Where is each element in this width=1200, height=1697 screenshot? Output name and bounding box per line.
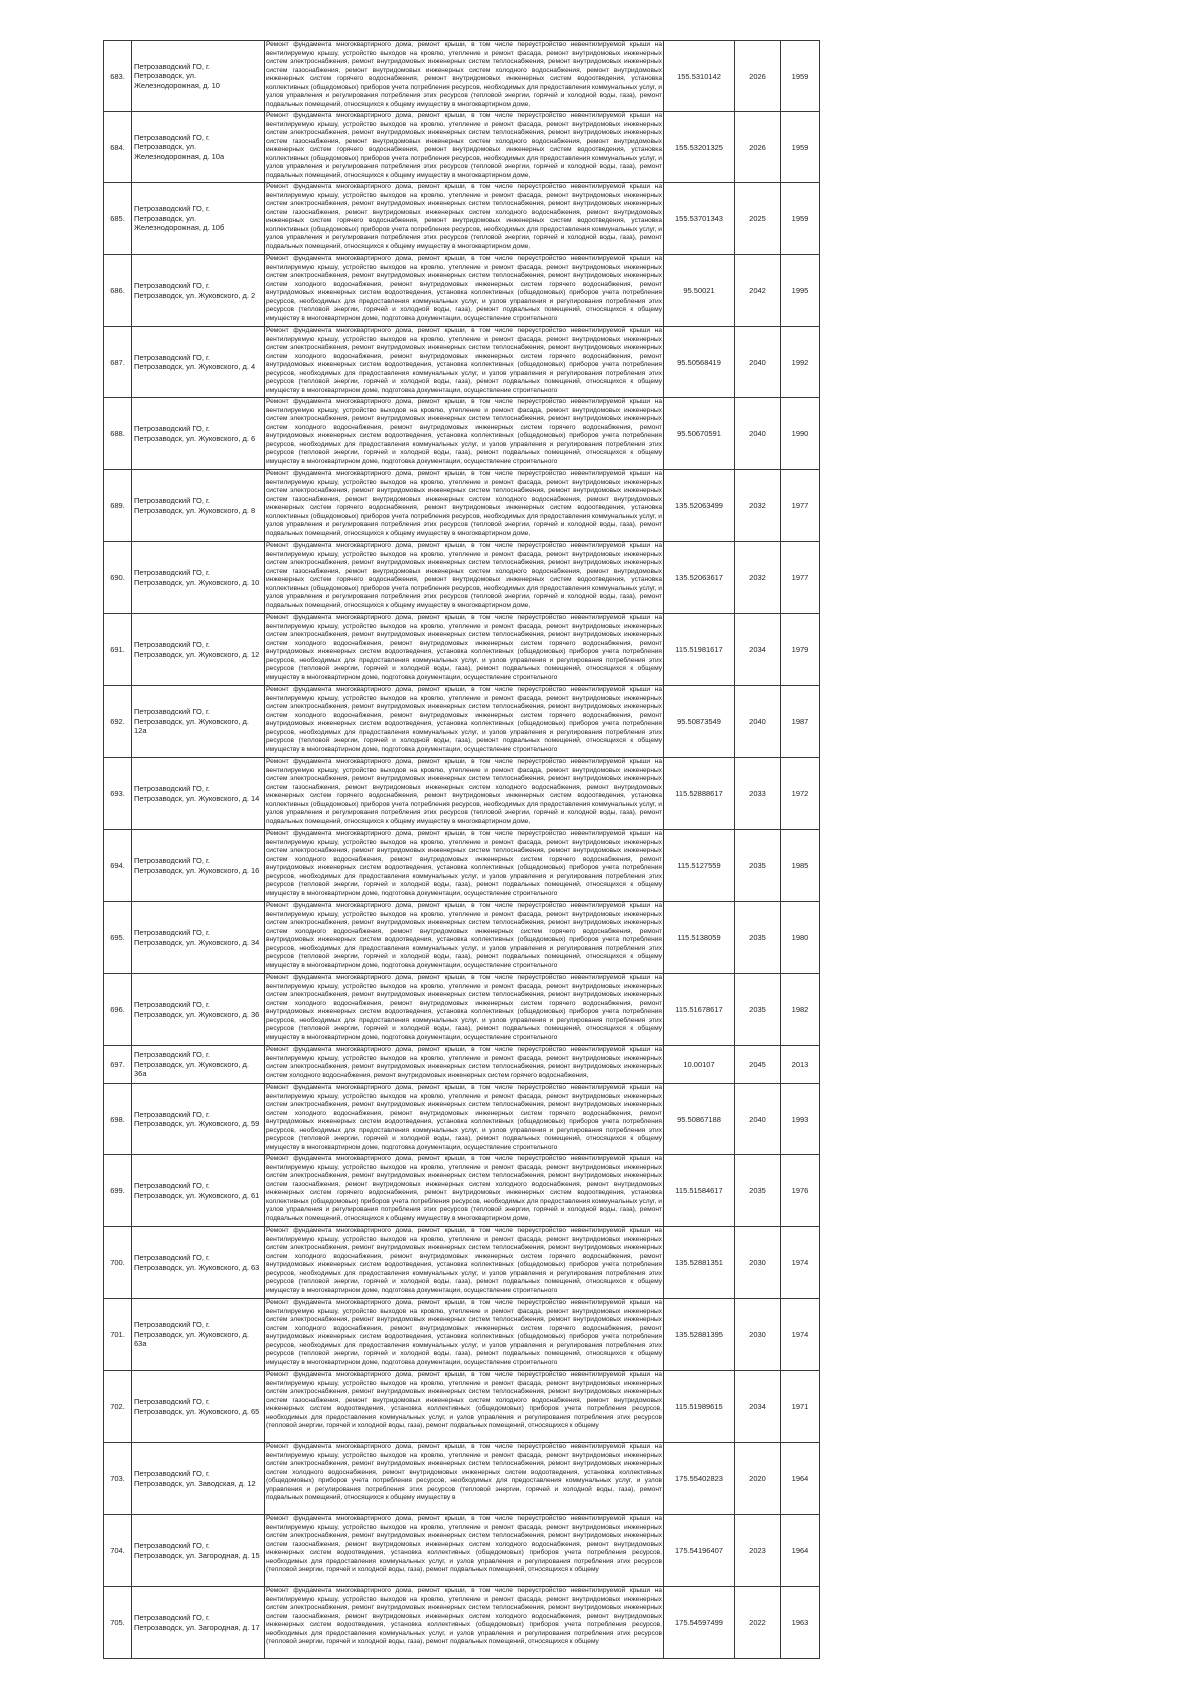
- works-text: Ремонт фундамента многоквартирного дома, ремонт крыши, в том числе переустройство невентилируемой крыши на вентилируемую крышу, устройство выходов на кровлю, утепление и ремонт фасада, ремонт внутридомовых инженерных систем электроснабжения, ремонт внутридомовых инженерных систем теплоснабжения, ремонт внутридомовых инженерных систем холодного водоснабжения, ремонт внутридомовых инженерных систем горячего водоснабжения, ремонт внутридомовых инженерных систем водоотведения, установка коллективных (общедомовых) приборов учета потребления ресурсов, необходимых для предоставления коммунальных услуг, и узлов управления и регулирования потребления этих ресурсов (тепловой энергии, горячей и холодной воды, газа), ремонт подвальных помещений, относящихся к общему имуществу в многоквартирном доме, подготовка документации, осуществление строительного: [266, 614, 662, 681]
- table-row: [104, 327, 820, 398]
- row-number-cell: 702.: [104, 1371, 132, 1443]
- table-row: [104, 686, 820, 758]
- works-text: Ремонт фундамента многоквартирного дома, ремонт крыши, в том числе переустройство невентилируемой крыши на вентилируемую крышу, устройство выходов на кровлю, утепление и ремонт фасада, ремонт внутридомовых инженерных систем электроснабжения, ремонт внутридомовых инженерных систем теплоснабжения, ремонт внутридомовых инженерных систем холодного водоснабжения, ремонт внутридомовых инженерных систем горячего водоснабжения, ремонт внутридомовых инженерных систем водоотведения, установка коллективных (общедомовых) приборов учета потребления ресурсов, необходимых для предоставления коммунальных услуг, и узлов управления и регулирования потребления этих ресурсов (тепловой энергии, горячей и холодной воды, газа), ремонт подвальных помещений, относящихся к общему имуществу в многоквартирном доме, подготовка документации, осуществление строительного: [266, 902, 662, 969]
- cost-cell: 155.53701343: [664, 183, 735, 255]
- planned-year-cell: 2040: [735, 398, 781, 470]
- address-cell: Петрозаводский ГО, г. Петрозаводск, ул. Жуковского, д. 12а: [132, 686, 265, 758]
- row-number-cell: 684.: [104, 112, 132, 183]
- row-number-cell: 685.: [104, 183, 132, 255]
- works-text: Ремонт фундамента многоквартирного дома, ремонт крыши, в том числе переустройство невентилируемой крыши на вентилируемую крышу, устройство выходов на кровлю, утепление и ремонт фасада, ремонт внутридомовых инженерных систем электроснабжения, ремонт внутридомовых инженерных систем теплоснабжения, ремонт внутридомовых инженерных систем газоснабжения, ремонт внутридомовых инженерных систем холодного водоснабжения, ремонт внутридомовых инженерных систем горячего водоснабжения, ремонт внутридомовых инженерных систем водоотведения, установка коллективных (общедомовых) приборов учета потребления ресурсов, необходимых для предоставления коммунальных услуг, и узлов управления и регулирования потребления этих ресурсов (тепловой энергии, горячей и холодной воды, газа), ремонт подвальных помещений, относящихся к общему имуществу в многоквартирном доме,: [266, 183, 662, 250]
- row-number-cell: 686.: [104, 255, 132, 327]
- row-number-cell: 689.: [104, 470, 132, 542]
- works-cell: [265, 1046, 664, 1084]
- works-text: Ремонт фундамента многоквартирного дома, ремонт крыши, в том числе переустройство невентилируемой крыши на вентилируемую крышу, устройство выходов на кровлю, утепление и ремонт фасада, ремонт внутридомовых инженерных систем электроснабжения, ремонт внутридомовых инженерных систем теплоснабжения, ремонт внутридомовых инженерных систем газоснабжения, ремонт внутридомовых инженерных систем холодного водоснабжения, ремонт внутридомовых инженерных систем горячего водоснабжения, ремонт внутридомовых инженерных систем водоотведения, установка коллективных (общедомовых) приборов учета потребления ресурсов, необходимых для предоставления коммунальных услуг, и узлов управления и регулирования потребления этих ресурсов (тепловой энергии, горячей и холодной воды, газа), ремонт подвальных помещений, относящихся к общему имуществу в многоквартирном доме,: [266, 1155, 662, 1222]
- works-cell: [265, 758, 664, 830]
- address-cell: Петрозаводский ГО, г. Петрозаводск, ул. Железнодорожная, д. 10б: [132, 183, 265, 255]
- works-cell: [265, 1587, 664, 1659]
- table-row: [104, 902, 820, 974]
- cost-cell: 115.52888617: [664, 758, 735, 830]
- planned-year-cell: 2034: [735, 614, 781, 686]
- planned-year-cell: 2023: [735, 1515, 781, 1587]
- cost-cell: 115.5138059: [664, 902, 735, 974]
- build-year-cell: 1977: [781, 470, 820, 542]
- address-cell: Петрозаводский ГО, г. Петрозаводск, ул. Жуковского, д. 36а: [132, 1046, 265, 1084]
- table-row: [104, 470, 820, 542]
- works-cell: [265, 686, 664, 758]
- build-year-cell: 1995: [781, 255, 820, 327]
- build-year-cell: 1959: [781, 183, 820, 255]
- works-text: Ремонт фундамента многоквартирного дома, ремонт крыши, в том числе переустройство невентилируемой крыши на вентилируемую крышу, устройство выходов на кровлю, утепление и ремонт фасада, ремонт внутридомовых инженерных систем электроснабжения, ремонт внутридомовых инженерных систем теплоснабжения, ремонт внутридомовых инженерных систем холодного водоснабжения, ремонт внутридомовых инженерных систем горячего водоснабжения,: [266, 1046, 662, 1079]
- row-number-cell: 701.: [104, 1299, 132, 1371]
- address-cell: Петрозаводский ГО, г. Петрозаводск, ул. Железнодорожная, д. 10а: [132, 112, 265, 183]
- works-cell: [265, 327, 664, 398]
- cost-cell: 135.52881351: [664, 1227, 735, 1299]
- build-year-cell: 1963: [781, 1587, 820, 1659]
- cost-cell: 135.52063617: [664, 542, 735, 614]
- planned-year-cell: 2030: [735, 1299, 781, 1371]
- address-cell: Петрозаводский ГО, г. Петрозаводск, ул. Жуковского, д. 8: [132, 470, 265, 542]
- build-year-cell: 1971: [781, 1371, 820, 1443]
- build-year-cell: 1972: [781, 758, 820, 830]
- table-row: [104, 1046, 820, 1084]
- table-body: [104, 41, 820, 1659]
- works-text: Ремонт фундамента многоквартирного дома, ремонт крыши, в том числе переустройство невентилируемой крыши на вентилируемую крышу, устройство выходов на кровлю, утепление и ремонт фасада, ремонт внутридомовых инженерных систем электроснабжения, ремонт внутридомовых инженерных систем теплоснабжения, ремонт внутридомовых инженерных систем газоснабжения, ремонт внутридомовых инженерных систем холодного водоснабжения, ремонт внутридомовых инженерных систем водоотведения, установка коллективных (общедомовых) приборов учета потребления ресурсов, необходимых для предоставления коммунальных услуг, и узлов управления и регулирования потребления этих ресурсов (тепловой энергии, горячей и холодной воды, газа), ремонт подвальных помещений, относящихся к общему: [266, 1371, 662, 1430]
- planned-year-cell: 2026: [735, 112, 781, 183]
- works-cell: [265, 41, 664, 112]
- build-year-cell: 1977: [781, 542, 820, 614]
- planned-year-cell: 2025: [735, 183, 781, 255]
- address-cell: Петрозаводский ГО, г. Петрозаводск, ул. Жуковского, д. 59: [132, 1084, 265, 1155]
- works-cell: [265, 614, 664, 686]
- row-number-cell: 696.: [104, 974, 132, 1046]
- build-year-cell: 1987: [781, 686, 820, 758]
- row-number-cell: 683.: [104, 41, 132, 112]
- address-cell: Петрозаводский ГО, г. Петрозаводск, ул. Железнодорожная, д. 10: [132, 41, 265, 112]
- build-year-cell: 1992: [781, 327, 820, 398]
- row-number-cell: 700.: [104, 1227, 132, 1299]
- planned-year-cell: 2042: [735, 255, 781, 327]
- address-cell: Петрозаводский ГО, г. Петрозаводск, ул. Жуковского, д. 14: [132, 758, 265, 830]
- planned-year-cell: 2030: [735, 1227, 781, 1299]
- planned-year-cell: 2040: [735, 686, 781, 758]
- works-text: Ремонт фундамента многоквартирного дома, ремонт крыши, в том числе переустройство невентилируемой крыши на вентилируемую крышу, устройство выходов на кровлю, утепление и ремонт фасада, ремонт внутридомовых инженерных систем электроснабжения, ремонт внутридомовых инженерных систем теплоснабжения, ремонт внутридомовых инженерных систем газоснабжения, ремонт внутридомовых инженерных систем холодного водоснабжения, ремонт внутридомовых инженерных систем горячего водоснабжения, ремонт внутридомовых инженерных систем водоотведения, установка коллективных (общедомовых) приборов учета потребления ресурсов, необходимых для предоставления коммунальных услуг, и узлов управления и регулирования потребления этих ресурсов (тепловой энергии, горячей и холодной воды, газа), ремонт подвальных помещений, относящихся к общему имуществу в многоквартирном доме,: [266, 542, 662, 609]
- row-number-cell: 695.: [104, 902, 132, 974]
- address-cell: Петрозаводский ГО, г. Петрозаводск, ул. Жуковского, д. 2: [132, 255, 265, 327]
- build-year-cell: 1976: [781, 1155, 820, 1227]
- works-text: Ремонт фундамента многоквартирного дома, ремонт крыши, в том числе переустройство невентилируемой крыши на вентилируемую крышу, устройство выходов на кровлю, утепление и ремонт фасада, ремонт внутридомовых инженерных систем электроснабжения, ремонт внутридомовых инженерных систем теплоснабжения, ремонт внутридомовых инженерных систем холодного водоснабжения, ремонт внутридомовых инженерных систем горячего водоснабжения, ремонт внутридомовых инженерных систем водоотведения, установка коллективных (общедомовых) приборов учета потребления ресурсов, необходимых для предоставления коммунальных услуг, и узлов управления и регулирования потребления этих ресурсов (тепловой энергии, горячей и холодной воды, газа), ремонт подвальных помещений, относящихся к общему имуществу в многоквартирном доме, подготовка документации, осуществление строительного: [266, 974, 662, 1041]
- table-row: [104, 1299, 820, 1371]
- row-number-cell: 705.: [104, 1587, 132, 1659]
- planned-year-cell: 2032: [735, 542, 781, 614]
- table-row: [104, 1155, 820, 1227]
- planned-year-cell: 2033: [735, 758, 781, 830]
- table-row: [104, 1084, 820, 1155]
- planned-year-cell: 2035: [735, 974, 781, 1046]
- works-text: Ремонт фундамента многоквартирного дома, ремонт крыши, в том числе переустройство невентилируемой крыши на вентилируемую крышу, устройство выходов на кровлю, утепление и ремонт фасада, ремонт внутридомовых инженерных систем электроснабжения, ремонт внутридомовых инженерных систем теплоснабжения, ремонт внутридомовых инженерных систем газоснабжения, ремонт внутридомовых инженерных систем холодного водоснабжения, ремонт внутридомовых инженерных систем водоотведения, установка коллективных (общедомовых) приборов учета потребления ресурсов, необходимых для предоставления коммунальных услуг, и узлов управления и регулирования потребления этих ресурсов (тепловой энергии, горячей и холодной воды, газа), ремонт подвальных помещений, относящихся к общему: [266, 1587, 662, 1646]
- row-number-cell: 698.: [104, 1084, 132, 1155]
- cost-cell: 115.51981617: [664, 614, 735, 686]
- table-row: [104, 1443, 820, 1515]
- address-cell: Петрозаводский ГО, г. Петрозаводск, ул. Жуковского, д. 10: [132, 542, 265, 614]
- build-year-cell: 1974: [781, 1299, 820, 1371]
- row-number-cell: 692.: [104, 686, 132, 758]
- table-row: [104, 830, 820, 902]
- table-row: [104, 1587, 820, 1659]
- build-year-cell: 1982: [781, 974, 820, 1046]
- row-number-cell: 688.: [104, 398, 132, 470]
- works-cell: [265, 542, 664, 614]
- works-text: Ремонт фундамента многоквартирного дома, ремонт крыши, в том числе переустройство невентилируемой крыши на вентилируемую крышу, устройство выходов на кровлю, утепление и ремонт фасада, ремонт внутридомовых инженерных систем электроснабжения, ремонт внутридомовых инженерных систем теплоснабжения, ремонт внутридомовых инженерных систем газоснабжения, ремонт внутридомовых инженерных систем холодного водоснабжения, ремонт внутридомовых инженерных систем горячего водоснабжения, ремонт внутридомовых инженерных систем водоотведения, установка коллективных (общедомовых) приборов учета потребления ресурсов, необходимых для предоставления коммунальных услуг, и узлов управления и регулирования потребления этих ресурсов (тепловой энергии, горячей и холодной воды, газа), ремонт подвальных помещений, относящихся к общему имуществу в многоквартирном доме,: [266, 41, 662, 108]
- address-cell: Петрозаводский ГО, г. Петрозаводск, ул. Жуковского, д. 34: [132, 902, 265, 974]
- works-text: Ремонт фундамента многоквартирного дома, ремонт крыши, в том числе переустройство невентилируемой крыши на вентилируемую крышу, устройство выходов на кровлю, утепление и ремонт фасада, ремонт внутридомовых инженерных систем электроснабжения, ремонт внутридомовых инженерных систем теплоснабжения, ремонт внутридомовых инженерных систем холодного водоснабжения, ремонт внутридомовых инженерных систем водоотведения, установка коллективных (общедомовых) приборов учета потребления ресурсов, необходимых для предоставления коммунальных услуг, и узлов управления и регулирования потребления этих ресурсов (тепловой энергии, горячей и холодной воды, газа), ремонт подвальных помещений, относящихся к общему имуществу в: [266, 1443, 662, 1502]
- row-number-cell: 704.: [104, 1515, 132, 1587]
- works-cell: [265, 1155, 664, 1227]
- build-year-cell: 1964: [781, 1515, 820, 1587]
- planned-year-cell: 2032: [735, 470, 781, 542]
- address-cell: Петрозаводский ГО, г. Петрозаводск, ул. Жуковского, д. 12: [132, 614, 265, 686]
- works-cell: [265, 1371, 664, 1443]
- works-text: Ремонт фундамента многоквартирного дома, ремонт крыши, в том числе переустройство невентилируемой крыши на вентилируемую крышу, устройство выходов на кровлю, утепление и ремонт фасада, ремонт внутридомовых инженерных систем электроснабжения, ремонт внутридомовых инженерных систем теплоснабжения, ремонт внутридомовых инженерных систем холодного водоснабжения, ремонт внутридомовых инженерных систем горячего водоснабжения, ремонт внутридомовых инженерных систем водоотведения, установка коллективных (общедомовых) приборов учета потребления ресурсов, необходимых для предоставления коммунальных услуг, и узлов управления и регулирования потребления этих ресурсов (тепловой энергии, горячей и холодной воды, газа), ремонт подвальных помещений, относящихся к общему имуществу в многоквартирном доме, подготовка документации, осуществление строительного: [266, 1084, 662, 1151]
- works-text: Ремонт фундамента многоквартирного дома, ремонт крыши, в том числе переустройство невентилируемой крыши на вентилируемую крышу, устройство выходов на кровлю, утепление и ремонт фасада, ремонт внутридомовых инженерных систем электроснабжения, ремонт внутридомовых инженерных систем теплоснабжения, ремонт внутридомовых инженерных систем газоснабжения, ремонт внутридомовых инженерных систем холодного водоснабжения, ремонт внутридомовых инженерных систем горячего водоснабжения, ремонт внутридомовых инженерных систем водоотведения, установка коллективных (общедомовых) приборов учета потребления ресурсов, необходимых для предоставления коммунальных услуг, и узлов управления и регулирования потребления этих ресурсов (тепловой энергии, горячей и холодной воды, газа), ремонт подвальных помещений, относящихся к общему имуществу в многоквартирном доме,: [266, 758, 662, 825]
- address-cell: Петрозаводский ГО, г. Петрозаводск, ул. Жуковского, д. 63а: [132, 1299, 265, 1371]
- works-text: Ремонт фундамента многоквартирного дома, ремонт крыши, в том числе переустройство невентилируемой крыши на вентилируемую крышу, устройство выходов на кровлю, утепление и ремонт фасада, ремонт внутридомовых инженерных систем электроснабжения, ремонт внутридомовых инженерных систем теплоснабжения, ремонт внутридомовых инженерных систем газоснабжения, ремонт внутридомовых инженерных систем холодного водоснабжения, ремонт внутридомовых инженерных систем водоотведения, установка коллективных (общедомовых) приборов учета потребления ресурсов, необходимых для предоставления коммунальных услуг, и узлов управления и регулирования потребления этих ресурсов (тепловой энергии, горячей и холодной воды, газа), ремонт подвальных помещений, относящихся к общему: [266, 1515, 662, 1574]
- row-number-cell: 691.: [104, 614, 132, 686]
- address-cell: Петрозаводский ГО, г. Петрозаводск, ул. Загородная, д. 15: [132, 1515, 265, 1587]
- address-cell: Петрозаводский ГО, г. Петрозаводск, ул. Жуковского, д. 36: [132, 974, 265, 1046]
- cost-cell: 95.50873549: [664, 686, 735, 758]
- planned-year-cell: 2040: [735, 1084, 781, 1155]
- works-text: Ремонт фундамента многоквартирного дома, ремонт крыши, в том числе переустройство невентилируемой крыши на вентилируемую крышу, устройство выходов на кровлю, утепление и ремонт фасада, ремонт внутридомовых инженерных систем электроснабжения, ремонт внутридомовых инженерных систем теплоснабжения, ремонт внутридомовых инженерных систем холодного водоснабжения, ремонт внутридомовых инженерных систем горячего водоснабжения, ремонт внутридомовых инженерных систем водоотведения, установка коллективных (общедомовых) приборов учета потребления ресурсов, необходимых для предоставления коммунальных услуг, и узлов управления и регулирования потребления этих ресурсов (тепловой энергии, горячей и холодной воды, газа), ремонт подвальных помещений, относящихся к общему имуществу в многоквартирном доме, подготовка документации, осуществление строительного: [266, 255, 662, 322]
- table-row: [104, 112, 820, 183]
- build-year-cell: 1959: [781, 112, 820, 183]
- cost-cell: 115.51584617: [664, 1155, 735, 1227]
- table-row: [104, 614, 820, 686]
- table-row: [104, 542, 820, 614]
- build-year-cell: 1985: [781, 830, 820, 902]
- planned-year-cell: 2020: [735, 1443, 781, 1515]
- planned-year-cell: 2045: [735, 1046, 781, 1084]
- build-year-cell: 1964: [781, 1443, 820, 1515]
- works-cell: [265, 255, 664, 327]
- row-number-cell: 703.: [104, 1443, 132, 1515]
- build-year-cell: 1990: [781, 398, 820, 470]
- table-row: [104, 1515, 820, 1587]
- cost-cell: 175.54597499: [664, 1587, 735, 1659]
- row-number-cell: 693.: [104, 758, 132, 830]
- cost-cell: 175.54196407: [664, 1515, 735, 1587]
- works-cell: [265, 902, 664, 974]
- table-row: [104, 758, 820, 830]
- works-text: Ремонт фундамента многоквартирного дома, ремонт крыши, в том числе переустройство невентилируемой крыши на вентилируемую крышу, устройство выходов на кровлю, утепление и ремонт фасада, ремонт внутридомовых инженерных систем электроснабжения, ремонт внутридомовых инженерных систем теплоснабжения, ремонт внутридомовых инженерных систем газоснабжения, ремонт внутридомовых инженерных систем холодного водоснабжения, ремонт внутридомовых инженерных систем горячего водоснабжения, ремонт внутридомовых инженерных систем водоотведения, установка коллективных (общедомовых) приборов учета потребления ресурсов, необходимых для предоставления коммунальных услуг, и узлов управления и регулирования потребления этих ресурсов (тепловой энергии, горячей и холодной воды, газа), ремонт подвальных помещений, относящихся к общему имуществу в многоквартирном доме,: [266, 470, 662, 537]
- cost-cell: 95.50867188: [664, 1084, 735, 1155]
- address-cell: Петрозаводский ГО, г. Петрозаводск, ул. Жуковского, д. 63: [132, 1227, 265, 1299]
- planned-year-cell: 2035: [735, 830, 781, 902]
- works-cell: [265, 398, 664, 470]
- works-text: Ремонт фундамента многоквартирного дома, ремонт крыши, в том числе переустройство невентилируемой крыши на вентилируемую крышу, устройство выходов на кровлю, утепление и ремонт фасада, ремонт внутридомовых инженерных систем электроснабжения, ремонт внутридомовых инженерных систем теплоснабжения, ремонт внутридомовых инженерных систем холодного водоснабжения, ремонт внутридомовых инженерных систем горячего водоснабжения, ремонт внутридомовых инженерных систем водоотведения, установка коллективных (общедомовых) приборов учета потребления ресурсов, необходимых для предоставления коммунальных услуг, и узлов управления и регулирования потребления этих ресурсов (тепловой энергии, горячей и холодной воды, газа), ремонт подвальных помещений, относящихся к общему имуществу в многоквартирном доме, подготовка документации, осуществление строительного: [266, 327, 662, 394]
- cost-cell: 95.50568419: [664, 327, 735, 398]
- table-row: [104, 1227, 820, 1299]
- row-number-cell: 690.: [104, 542, 132, 614]
- planned-year-cell: 2022: [735, 1587, 781, 1659]
- table-row: [104, 183, 820, 255]
- row-number-cell: 697.: [104, 1046, 132, 1084]
- table-row: [104, 1371, 820, 1443]
- works-cell: [265, 470, 664, 542]
- works-cell: [265, 1084, 664, 1155]
- table-row: [104, 974, 820, 1046]
- works-text: Ремонт фундамента многоквартирного дома, ремонт крыши, в том числе переустройство невентилируемой крыши на вентилируемую крышу, устройство выходов на кровлю, утепление и ремонт фасада, ремонт внутридомовых инженерных систем электроснабжения, ремонт внутридомовых инженерных систем теплоснабжения, ремонт внутридомовых инженерных систем газоснабжения, ремонт внутридомовых инженерных систем холодного водоснабжения, ремонт внутридомовых инженерных систем горячего водоснабжения, ремонт внутридомовых инженерных систем водоотведения, установка коллективных (общедомовых) приборов учета потребления ресурсов, необходимых для предоставления коммунальных услуг, и узлов управления и регулирования потребления этих ресурсов (тепловой энергии, горячей и холодной воды, газа), ремонт подвальных помещений, относящихся к общему имуществу в многоквартирном доме,: [266, 112, 662, 179]
- cost-cell: 115.5127559: [664, 830, 735, 902]
- repair-program-table: [103, 40, 820, 1659]
- works-cell: [265, 183, 664, 255]
- works-text: Ремонт фундамента многоквартирного дома, ремонт крыши, в том числе переустройство невентилируемой крыши на вентилируемую крышу, устройство выходов на кровлю, утепление и ремонт фасада, ремонт внутридомовых инженерных систем электроснабжения, ремонт внутридомовых инженерных систем теплоснабжения, ремонт внутридомовых инженерных систем холодного водоснабжения, ремонт внутридомовых инженерных систем горячего водоснабжения, ремонт внутридомовых инженерных систем водоотведения, установка коллективных (общедомовых) приборов учета потребления ресурсов, необходимых для предоставления коммунальных услуг, и узлов управления и регулирования потребления этих ресурсов (тепловой энергии, горячей и холодной воды, газа), ремонт подвальных помещений, относящихся к общему имуществу в многоквартирном доме, подготовка документации, осуществление строительного: [266, 398, 662, 465]
- row-number-cell: 694.: [104, 830, 132, 902]
- address-cell: Петрозаводский ГО, г. Петрозаводск, ул. Жуковского, д. 4: [132, 327, 265, 398]
- planned-year-cell: 2040: [735, 327, 781, 398]
- works-cell: [265, 1443, 664, 1515]
- address-cell: Петрозаводский ГО, г. Петрозаводск, ул. Жуковского, д. 61: [132, 1155, 265, 1227]
- cost-cell: 115.51989615: [664, 1371, 735, 1443]
- address-cell: Петрозаводский ГО, г. Петрозаводск, ул. Загородная, д. 17: [132, 1587, 265, 1659]
- build-year-cell: 1979: [781, 614, 820, 686]
- works-text: Ремонт фундамента многоквартирного дома, ремонт крыши, в том числе переустройство невентилируемой крыши на вентилируемую крышу, устройство выходов на кровлю, утепление и ремонт фасада, ремонт внутридомовых инженерных систем электроснабжения, ремонт внутридомовых инженерных систем теплоснабжения, ремонт внутридомовых инженерных систем холодного водоснабжения, ремонт внутридомовых инженерных систем горячего водоснабжения, ремонт внутридомовых инженерных систем водоотведения, установка коллективных (общедомовых) приборов учета потребления ресурсов, необходимых для предоставления коммунальных услуг, и узлов управления и регулирования потребления этих ресурсов (тепловой энергии, горячей и холодной воды, газа), ремонт подвальных помещений, относящихся к общему имуществу в многоквартирном доме, подготовка документации, осуществление строительного: [266, 686, 662, 753]
- works-text: Ремонт фундамента многоквартирного дома, ремонт крыши, в том числе переустройство невентилируемой крыши на вентилируемую крышу, устройство выходов на кровлю, утепление и ремонт фасада, ремонт внутридомовых инженерных систем электроснабжения, ремонт внутридомовых инженерных систем теплоснабжения, ремонт внутридомовых инженерных систем холодного водоснабжения, ремонт внутридомовых инженерных систем горячего водоснабжения, ремонт внутридомовых инженерных систем водоотведения, установка коллективных (общедомовых) приборов учета потребления ресурсов, необходимых для предоставления коммунальных услуг, и узлов управления и регулирования потребления этих ресурсов (тепловой энергии, горячей и холодной воды, газа), ремонт подвальных помещений, относящихся к общему имуществу в многоквартирном доме, подготовка документации, осуществление строительного: [266, 1227, 662, 1294]
- address-cell: Петрозаводский ГО, г. Петрозаводск, ул. Заводская, д. 12: [132, 1443, 265, 1515]
- cost-cell: 135.52881395: [664, 1299, 735, 1371]
- build-year-cell: 1959: [781, 41, 820, 112]
- build-year-cell: 1974: [781, 1227, 820, 1299]
- build-year-cell: 2013: [781, 1046, 820, 1084]
- works-cell: [265, 112, 664, 183]
- planned-year-cell: 2034: [735, 1371, 781, 1443]
- works-cell: [265, 1227, 664, 1299]
- address-cell: Петрозаводский ГО, г. Петрозаводск, ул. Жуковского, д. 16: [132, 830, 265, 902]
- table-row: [104, 41, 820, 112]
- cost-cell: 155.5310142: [664, 41, 735, 112]
- works-cell: [265, 830, 664, 902]
- cost-cell: 95.50021: [664, 255, 735, 327]
- cost-cell: 135.52063499: [664, 470, 735, 542]
- works-cell: [265, 1299, 664, 1371]
- build-year-cell: 1993: [781, 1084, 820, 1155]
- planned-year-cell: 2026: [735, 41, 781, 112]
- row-number-cell: 699.: [104, 1155, 132, 1227]
- table-row: [104, 398, 820, 470]
- address-cell: Петрозаводский ГО, г. Петрозаводск, ул. Жуковского, д. 65: [132, 1371, 265, 1443]
- planned-year-cell: 2035: [735, 902, 781, 974]
- works-cell: [265, 1515, 664, 1587]
- planned-year-cell: 2035: [735, 1155, 781, 1227]
- works-cell: [265, 974, 664, 1046]
- table-row: [104, 255, 820, 327]
- cost-cell: 155.53201325: [664, 112, 735, 183]
- works-text: Ремонт фундамента многоквартирного дома, ремонт крыши, в том числе переустройство невентилируемой крыши на вентилируемую крышу, устройство выходов на кровлю, утепление и ремонт фасада, ремонт внутридомовых инженерных систем электроснабжения, ремонт внутридомовых инженерных систем теплоснабжения, ремонт внутридомовых инженерных систем холодного водоснабжения, ремонт внутридомовых инженерных систем горячего водоснабжения, ремонт внутридомовых инженерных систем водоотведения, установка коллективных (общедомовых) приборов учета потребления ресурсов, необходимых для предоставления коммунальных услуг, и узлов управления и регулирования потребления этих ресурсов (тепловой энергии, горячей и холодной воды, газа), ремонт подвальных помещений, относящихся к общему имуществу в многоквартирном доме, подготовка документации, осуществление строительного: [266, 1299, 662, 1366]
- cost-cell: 175.55402823: [664, 1443, 735, 1515]
- cost-cell: 10.00107: [664, 1046, 735, 1084]
- row-number-cell: 687.: [104, 327, 132, 398]
- address-cell: Петрозаводский ГО, г. Петрозаводск, ул. Жуковского, д. 6: [132, 398, 265, 470]
- works-text: Ремонт фундамента многоквартирного дома, ремонт крыши, в том числе переустройство невентилируемой крыши на вентилируемую крышу, устройство выходов на кровлю, утепление и ремонт фасада, ремонт внутридомовых инженерных систем электроснабжения, ремонт внутридомовых инженерных систем теплоснабжения, ремонт внутридомовых инженерных систем холодного водоснабжения, ремонт внутридомовых инженерных систем горячего водоснабжения, ремонт внутридомовых инженерных систем водоотведения, установка коллективных (общедомовых) приборов учета потребления ресурсов, необходимых для предоставления коммунальных услуг, и узлов управления и регулирования потребления этих ресурсов (тепловой энергии, горячей и холодной воды, газа), ремонт подвальных помещений, относящихся к общему имуществу в многоквартирном доме, подготовка документации, осуществление строительного: [266, 830, 662, 897]
- cost-cell: 95.50670591: [664, 398, 735, 470]
- build-year-cell: 1980: [781, 902, 820, 974]
- cost-cell: 115.51678617: [664, 974, 735, 1046]
